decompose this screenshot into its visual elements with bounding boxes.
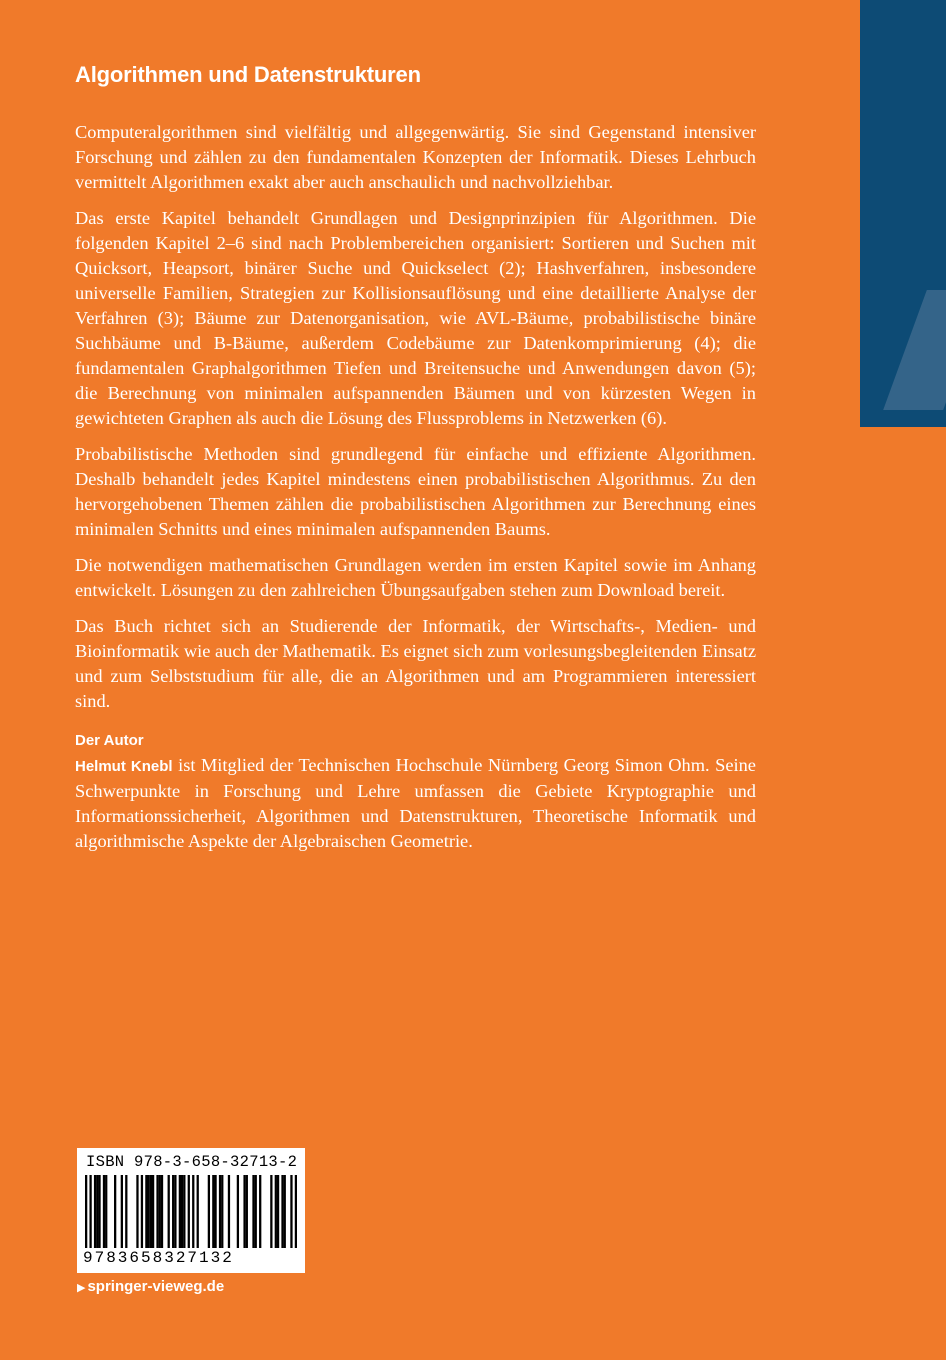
barcode-bar: [214, 1175, 216, 1248]
barcode-bar: [290, 1175, 292, 1248]
barcode-bar: [161, 1175, 163, 1248]
barcode-bar: [85, 1175, 87, 1248]
paragraph-probabilistic: Probabilistische Methoden sind grundlegend für einfache und effiziente Algorithmen. Deshalb behandelt jedes Kapitel mindestens einen probabilistischen Algorithmus. Zu den hervorgehobenen Themen zählen die probabilistischen Algorithmen zur Berechnung eines minimalen Schnitts und eines minimalen aufspannenden Baums.: [75, 444, 756, 539]
barcode-bar: [98, 1175, 100, 1248]
website-text: springer-vieweg.de: [87, 1278, 225, 1295]
paragraph-audience: Das Buch richtet sich an Studierende der Informatik, der Wirtschafts-, Medien- und Bioinformatik wie auch der Mathematik. Es eignet sich zum vorlesungsbegleitenden Einsatz und zum Selbststudium für alle, die an Algorithmen und am Programmieren interessiert sind.: [75, 616, 756, 711]
barcode-bar: [159, 1175, 161, 1248]
barcode-bar: [219, 1175, 221, 1248]
ean-digits: 9783658327132: [83, 1249, 234, 1267]
barcode-bar: [121, 1175, 123, 1248]
author-bio: [75, 753, 756, 854]
barcode-bar: [284, 1175, 286, 1248]
barcode-bar: [141, 1175, 143, 1248]
barcode-bar: [136, 1175, 138, 1248]
barcode-bar: [174, 1175, 176, 1248]
author-bio-text: ist Mitglied der Technischen Hochschule Nürnberg Georg Simon Ohm. Seine Schwerpunkte in Forschung und Lehre umfassen die Gebiete Kryptographie und Informationssicherheit, Algorithmen und Datenstrukturen, Theoretische Informatik und algorithmische Aspekte der Algebraischen Geometrie.: [75, 755, 756, 851]
barcode-bar: [172, 1175, 174, 1248]
author-heading: Der Autor: [75, 732, 144, 749]
paragraph-math: Die notwendigen mathematischen Grundlagen werden im ersten Kapitel sowie im Anhang entwickelt. Lösungen zu den zahlreichen Übungsaufgaben stehen zum Download bereit.: [75, 555, 756, 600]
barcode-bar: [275, 1175, 277, 1248]
paragraph-intro: Computeralgorithmen sind vielfältig und allgegenwärtig. Sie sind Gegenstand intensiver Forschung und zählen zu den fundamentalen Konzepten der Informatik. Dieses Lehrbuch vermittelt Algorithmen exakt aber auch anschaulich und nachvollziehbar.: [75, 122, 756, 192]
play-arrow-icon: ▶: [77, 1282, 86, 1294]
barcode-bar: [105, 1175, 107, 1248]
description-text: [75, 120, 756, 865]
barcode-bar: [179, 1175, 181, 1248]
corner-color-block: [860, 0, 946, 427]
barcode-bar: [89, 1175, 91, 1248]
author-name: Helmut Knebl: [75, 758, 173, 775]
barcode-bar: [183, 1175, 185, 1248]
barcode-bar: [208, 1175, 210, 1248]
barcode-bar: [295, 1175, 297, 1248]
isbn-text: ISBN 978-3-658-32713-2: [86, 1153, 298, 1171]
paragraph-chapters: Das erste Kapitel behandelt Grundlagen und Designprinzipien für Algorithmen. Die folgenden Kapitel 2–6 sind nach Problembereichen organisiert: Sortieren und Suchen mit Quicksort, Heapsort, binärer Suche und Quickselect (2); Hashverfahren, insbesondere universelle Familien, Strategien zur Kollisionsauflösung und eine detaillierte Analyse der Verfahren (3); Bäume zur Datenorganisation, wie AVL-Bäume, probabilistische binäre Suchbäume und B-Bäume, außerdem Codebäume zur Datenkomprimierung (4); die fundamentalen Graphalgorithmen Tiefen und Breitensuche und Anwendungen davon (5); die Berechnung von minimalen aufspannenden Bäumen und von kürzesten Wegen in gewichteten Graphen als auch die Lösung des Flussproblems in Netzwerken (6).: [75, 208, 756, 428]
barcode-bar: [125, 1175, 127, 1248]
barcode-bar: [237, 1175, 239, 1248]
barcode-bar: [270, 1175, 272, 1248]
barcode-bar: [228, 1175, 230, 1248]
book-title: Algorithmen und Datenstrukturen: [75, 62, 421, 87]
barcode-bar: [252, 1175, 254, 1248]
barcode-bar: [255, 1175, 257, 1248]
corner-decor-shape: [883, 290, 946, 410]
barcode-bar: [103, 1175, 105, 1248]
isbn-barcode: [77, 1148, 305, 1273]
barcode-bar: [147, 1175, 149, 1248]
barcode-bar: [114, 1175, 116, 1248]
barcode-bar: [94, 1175, 96, 1248]
barcode-bar: [181, 1175, 183, 1248]
barcode-bar: [192, 1175, 194, 1248]
barcode-bar: [168, 1175, 170, 1248]
publisher-website[interactable]: [77, 1278, 224, 1295]
barcode-bars: [85, 1175, 297, 1248]
barcode-bar: [277, 1175, 279, 1248]
barcode-bar: [145, 1175, 147, 1248]
barcode-bar: [212, 1175, 214, 1248]
barcode-bar: [246, 1175, 248, 1248]
barcode-bar: [221, 1175, 223, 1248]
barcode-bar: [197, 1175, 199, 1248]
barcode-bar: [152, 1175, 154, 1248]
barcode-bar: [243, 1175, 245, 1248]
barcode-bar: [259, 1175, 261, 1248]
barcode-bar: [188, 1175, 190, 1248]
barcode-bar: [281, 1175, 283, 1248]
barcode-bar: [150, 1175, 152, 1248]
barcode-bar: [96, 1175, 98, 1248]
barcode-bar: [156, 1175, 158, 1248]
